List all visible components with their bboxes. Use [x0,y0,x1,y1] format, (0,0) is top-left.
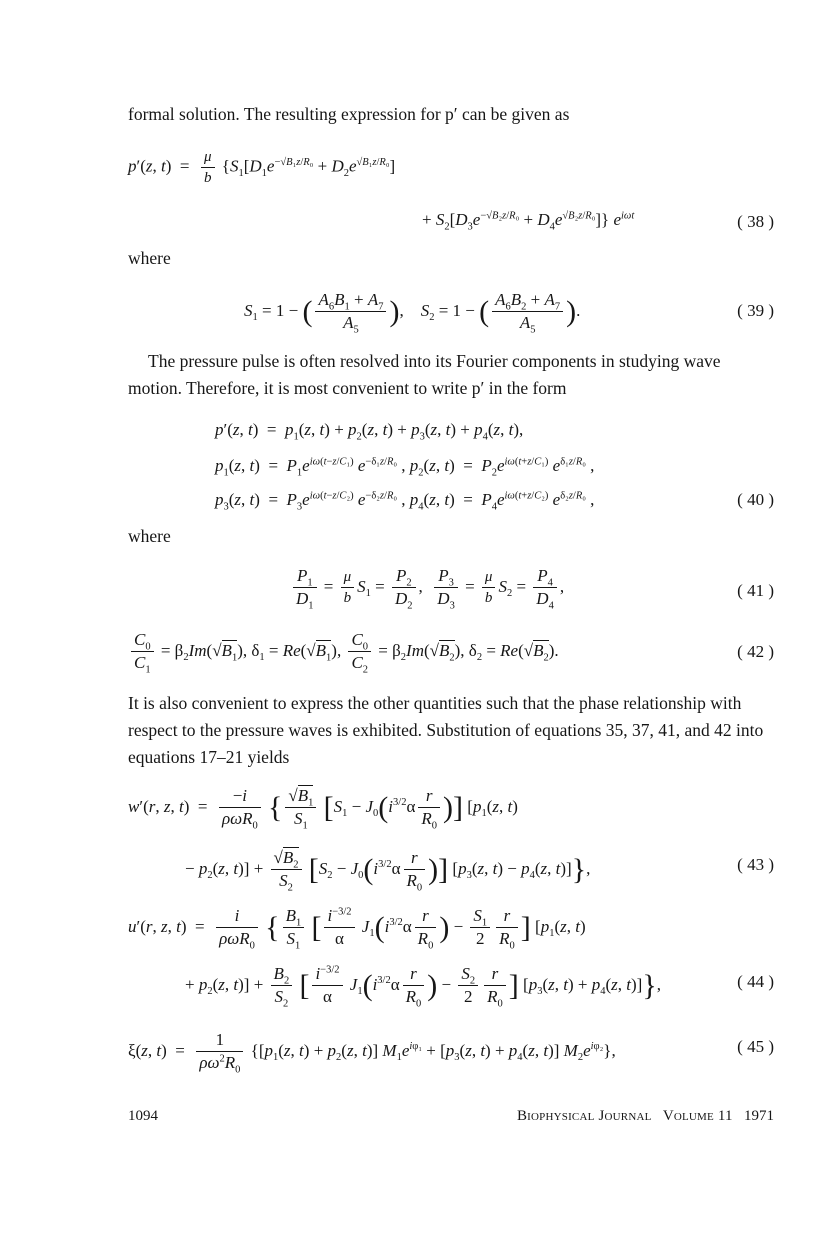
equation-number-45: ( 45 ) [737,1037,774,1056]
equation-44-line-1: u′(r, z, t) = $\frac{i}{\rho\omega R_0}$ { $\frac{B_1}{S_1}$ [ $\frac{i^{-3/2}}{\alpha}$ $J_1(i^{3/2}\alpha$ $\frac{r}{R_0}$ ) − $\frac{S_1}{2}$ $\frac{r}{R_0}$ ] [$p_1(z$, t) [128,906,586,952]
equation-41: $\frac{P_1}{D_1}$ = $\frac{\mu}{b}$ $S_1$ = $\frac{P_2}{D_2}$ , $\frac{P_3}{D_3}$ = $\frac{\mu}{b}$ $S_2$ = $\frac{P_4}{D_4}$ , [290,566,564,610]
equation-number-41: ( 41 ) [737,581,774,600]
equation-38-line-2: + $S_2[D_3e^{-√B_2z/R_0} + D_4e^{√B_2z/R_0}]$} $e^{i\omega t}$ [422,210,635,233]
page-number: 1094 [128,1108,158,1124]
equation-38-line-1: p′(z, t) = $\frac{\mu}{b}$ {$S_1[D_1e^{-√B_1z/R_0} + D_2e^{√B_1z/R_0}]$ [128,149,396,186]
equation-42: $\frac{C_0}{C_1}$ = $\beta_2Im(√B_1)$, $\delta_1 = Re(√B_1)$, $\frac{C_0}{C_2}$ = $\beta_2Im(√B_2)$, $\delta_2 = Re(√B_2)$. [128,630,559,674]
equation-number-42: ( 42 ) [737,642,774,661]
equation-44-line-2: + $p_2(z$, t)] + $\frac{B_2}{S_2}$ [ $\frac{i^{-3/2}}{\alpha}$ $J_1(i^{3/2}\alpha$ $\frac{r}{R_0}$ ) − $\frac{S_2}{2}$ $\frac{r}{R_0}$ ] [$p_3(z$, $t) + p_4(z$, t)]}, [185,964,661,1010]
equation-40-line-3: $p_3(z$, $t) = P_3e^{i\omega(t-z/C_2)}$ $e^{-\delta_2z/R_0}$ , $p_4(z$, $t) = P_4e^{i\omega(t+z/C_2)}$ $e^{\delta_2z/R_0}$ , [215,490,595,513]
where-label-2: where [128,526,171,546]
running-footer [517,1108,774,1125]
equation-40-line-2: $p_1(z$, $t) = P_1e^{i\omega(t-z/C_1)}$ $e^{-\delta_1z/R_0}$ , $p_2(z$, $t) = P_2e^{i\omega(t+z/C_1)}$ $e^{\delta_1z/R_0}$ , [215,456,595,479]
intro-sentence: formal solution. The resulting expression for p′ can be given as [128,104,570,124]
equation-43-line-2: − $p_2(z$, t)] + $\frac{√B_2}{S_2}$ [$S_2 - J_0(i^{3/2}\alpha$ $\frac{r}{R_0}$ )] [$p_3(z$, $t) - p_4(z$, t)]}, [185,848,591,894]
journal-name: Biophysical Journal [516,1108,652,1124]
where-label-1: where [128,248,171,268]
paragraph-phase: It is also convenient to express the other quantities such that the phase relationship with respect to the pressure waves is exhibited. Substitution of equations 35, 37, 41, and 42 into equations 17–21 yields [128,693,764,767]
equation-number-39: ( 39 ) [737,301,774,320]
paragraph-fourier: The pressure pulse is often resolved into its Fourier components in studying wave motion. Therefore, it is most convenient to write p′ in the form [128,351,721,398]
equation-39: $S_1 = 1$ − ( $\frac{A_6B_1 + A_7}{A_5}$ ), $S_2 = 1$ − ( $\frac{A_6B_2 + A_7}{A_5}$ ). [244,290,581,336]
equation-number-43: ( 43 ) [737,855,774,874]
journal-volume: Volume 11 [662,1108,733,1124]
journal-year: 1971 [744,1108,774,1124]
equation-number-40: ( 40 ) [737,490,774,509]
equation-40-line-1: p′(z, $t) = p_1(z$, $t) + p_2(z$, $t) + p_3(z$, $t) + p_4(z$, t), [215,420,524,443]
equation-number-44: ( 44 ) [737,972,774,991]
equation-number-38: ( 38 ) [737,212,774,231]
equation-43-line-1: w′(r, z, t) = $\frac{-i}{\rho\omega R_0}$ { $\frac{√B_1}{S_1}$ [$S_1 - J_0(i^{3/2}\alpha$ $\frac{r}{R_0}$ )] [$p_1(z$, t) [128,786,518,832]
equation-45: ξ(z, t) = $\frac{1}{\rho\omega^2R_0}$ {[$p_1(z$, $t) + p_2(z$, t)] $M_1e^{i\varphi_1} + [p_3(z$, $t) + p_4(z$, t)] $M_2e^{i\varphi_2}$}, [128,1030,616,1076]
